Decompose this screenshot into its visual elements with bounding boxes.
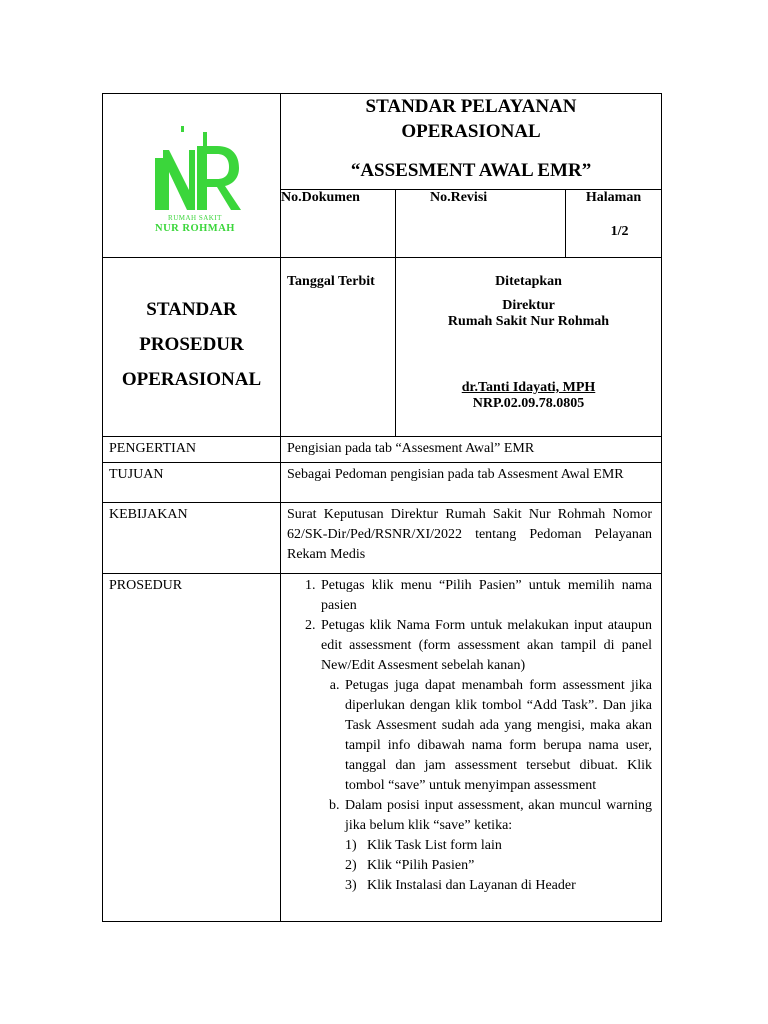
pengertian-text: Pengisian pada tab “Assesment Awal” EMR xyxy=(281,437,662,463)
prosedur-substep xyxy=(343,676,652,796)
warning-trigger: Klik Task List form lain xyxy=(367,838,502,853)
ditetapkan-label: Ditetapkan xyxy=(495,274,562,289)
logo-hospital-name: NUR ROHMAH xyxy=(155,223,235,234)
prosedur-steps xyxy=(281,576,652,896)
sop-heading-line-3: OPERASIONAL xyxy=(121,369,262,390)
document-title xyxy=(281,94,662,190)
logo-subtitle: RUMAH SAKIT xyxy=(168,214,222,222)
warning-triggers xyxy=(345,836,652,896)
director-name: dr.Tanti Idayati, MPH xyxy=(461,380,596,395)
sop-heading-line-1: STANDAR xyxy=(146,299,237,320)
tanggal-terbit-cell xyxy=(281,258,396,437)
no-dokumen-cell xyxy=(281,190,396,258)
title-line-1: STANDAR PELAYANAN xyxy=(365,96,577,117)
prosedur-step xyxy=(319,576,652,616)
ditetapkan-cell xyxy=(396,258,662,437)
halaman-cell xyxy=(566,190,662,258)
tujuan-text: Sebagai Pedoman pengisian pada tab Assesment Awal EMR xyxy=(281,463,662,503)
kebijakan-label: KEBIJAKAN xyxy=(103,503,281,574)
no-revisi-cell xyxy=(396,190,566,258)
director-nrp: NRP.02.09.78.0805 xyxy=(472,396,585,411)
halaman-label: Halaman xyxy=(585,190,642,205)
kebijakan-text: Surat Keputusan Direktur Rumah Sakit Nur Rohmah Nomor 62/SK-Dir/Ped/RSNR/XI/2022 tentang Pedoman Pelayanan Rekam Medis xyxy=(281,503,662,574)
director-role: Direktur xyxy=(502,298,555,313)
pengertian-label: PENGERTIAN xyxy=(103,437,281,463)
substep-text: Dalam posisi input assessment, akan muncul warning jika belum klik “save” ketika: xyxy=(345,798,653,833)
prosedur-label: PROSEDUR xyxy=(103,574,281,922)
prosedur-substeps xyxy=(321,676,652,896)
hospital-name: Rumah Sakit Nur Rohmah xyxy=(447,314,610,329)
prosedur-step xyxy=(319,616,652,896)
title-line-2: OPERASIONAL xyxy=(401,121,541,142)
no-revisi-label: No.Revisi xyxy=(430,190,488,205)
prosedur-content xyxy=(281,574,662,922)
title-line-3: “ASSESMENT AWAL EMR” xyxy=(350,160,592,181)
nr-logo-icon xyxy=(147,124,243,216)
step-text: Petugas klik menu “Pilih Pasien” untuk memilih nama pasien xyxy=(321,578,653,613)
tanggal-terbit-label: Tanggal Terbit xyxy=(287,274,375,289)
halaman-value: 1/2 xyxy=(610,224,629,239)
sop-heading xyxy=(103,258,281,437)
warning-trigger: Klik Instalasi dan Layanan di Header xyxy=(367,878,576,893)
sop-heading-line-2: PROSEDUR xyxy=(139,334,244,355)
warning-trigger: Klik “Pilih Pasien” xyxy=(367,858,475,873)
substep-text: Petugas juga dapat menambah form assessment jika diperlukan dengan klik tombol “Add Task”. Dan jika Task Assesment sudah ada yang mengisi, maka akan tampil info dibawah nama form berupa nama user, tanggal dan jam assessment tersebut dibuat. Klik tombol “save” untuk menyimpan assessment xyxy=(345,678,653,793)
tujuan-label: TUJUAN xyxy=(103,463,281,503)
no-dokumen-label: No.Dokumen xyxy=(281,190,360,205)
logo-cell xyxy=(103,94,281,258)
hospital-logo xyxy=(147,124,243,244)
sop-document-table xyxy=(102,93,662,922)
prosedur-substep xyxy=(343,796,652,896)
step-text: Petugas klik Nama Form untuk melakukan input ataupun edit assessment (form assessment akan tampil di panel New/Edit Assesment sebelah kanan) xyxy=(321,618,653,673)
